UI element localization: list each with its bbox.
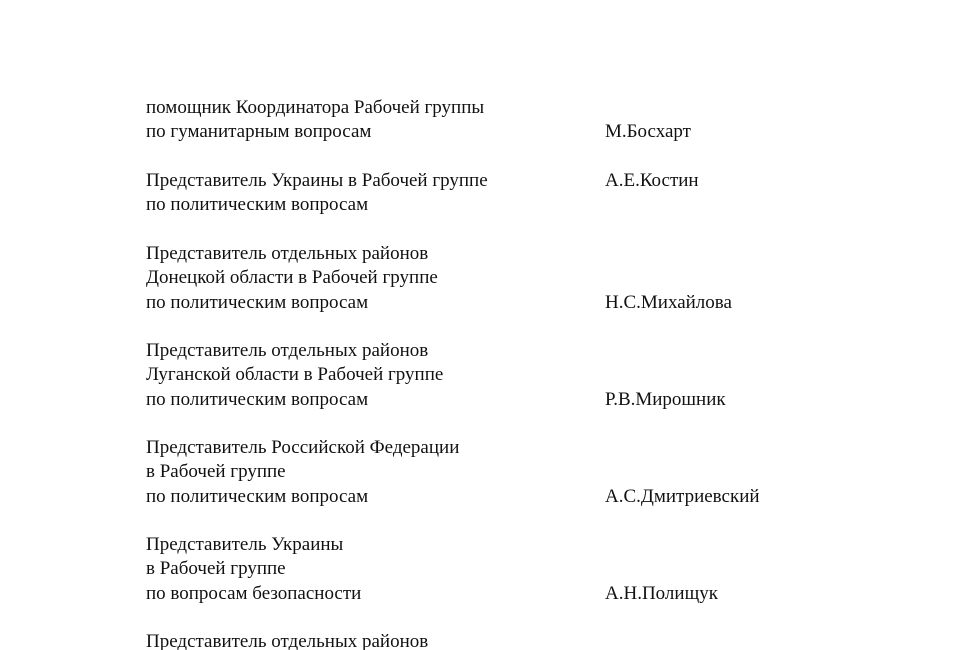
role-line: по политическим вопросам: [146, 194, 369, 216]
role-line: Представитель отдельных районов: [146, 243, 429, 264]
signatory-role: [146, 533, 586, 606]
role-line: по политическим вопросам: [146, 485, 369, 507]
signatory-role: [146, 242, 586, 315]
signatory-role: [146, 436, 586, 509]
role-line: Представитель Украины в Рабочей группе: [146, 170, 488, 191]
signatory-role: [146, 96, 586, 145]
role-line: Представитель отдельных районов: [146, 340, 429, 361]
signatory-name: Р.В.Мирошник: [605, 388, 726, 410]
role-line: в Рабочей группе: [146, 558, 286, 580]
role-line: по вопросам безопасности: [146, 582, 362, 604]
signatory-name: М.Босхарт: [605, 121, 691, 143]
signatory-name: А.Н.Полищук: [605, 582, 718, 604]
role-line: в Рабочей группе: [146, 461, 286, 483]
signatory-role: [146, 630, 586, 650]
role-line: Представитель Украины: [146, 534, 344, 555]
signatory-name: Н.С.Михайлова: [605, 291, 732, 313]
role-line: по гуманитарным вопросам: [146, 121, 372, 143]
role-line: Представитель отдельных районов: [146, 631, 429, 650]
signatory-role: [146, 169, 586, 218]
role-line: Луганской области в Рабочей группе: [146, 364, 444, 386]
role-line: по политическим вопросам: [146, 291, 369, 313]
signatory-name: А.С.Дмитриевский: [605, 485, 760, 507]
role-line: помощник Координатора Рабочей группы: [146, 97, 485, 118]
role-line: Донецкой области в Рабочей группе: [146, 267, 438, 289]
signatory-role: [146, 339, 586, 412]
role-line: Представитель Российской Федерации: [146, 437, 460, 458]
role-line: по политическим вопросам: [146, 388, 369, 410]
signatory-name: А.Е.Костин: [605, 170, 699, 191]
